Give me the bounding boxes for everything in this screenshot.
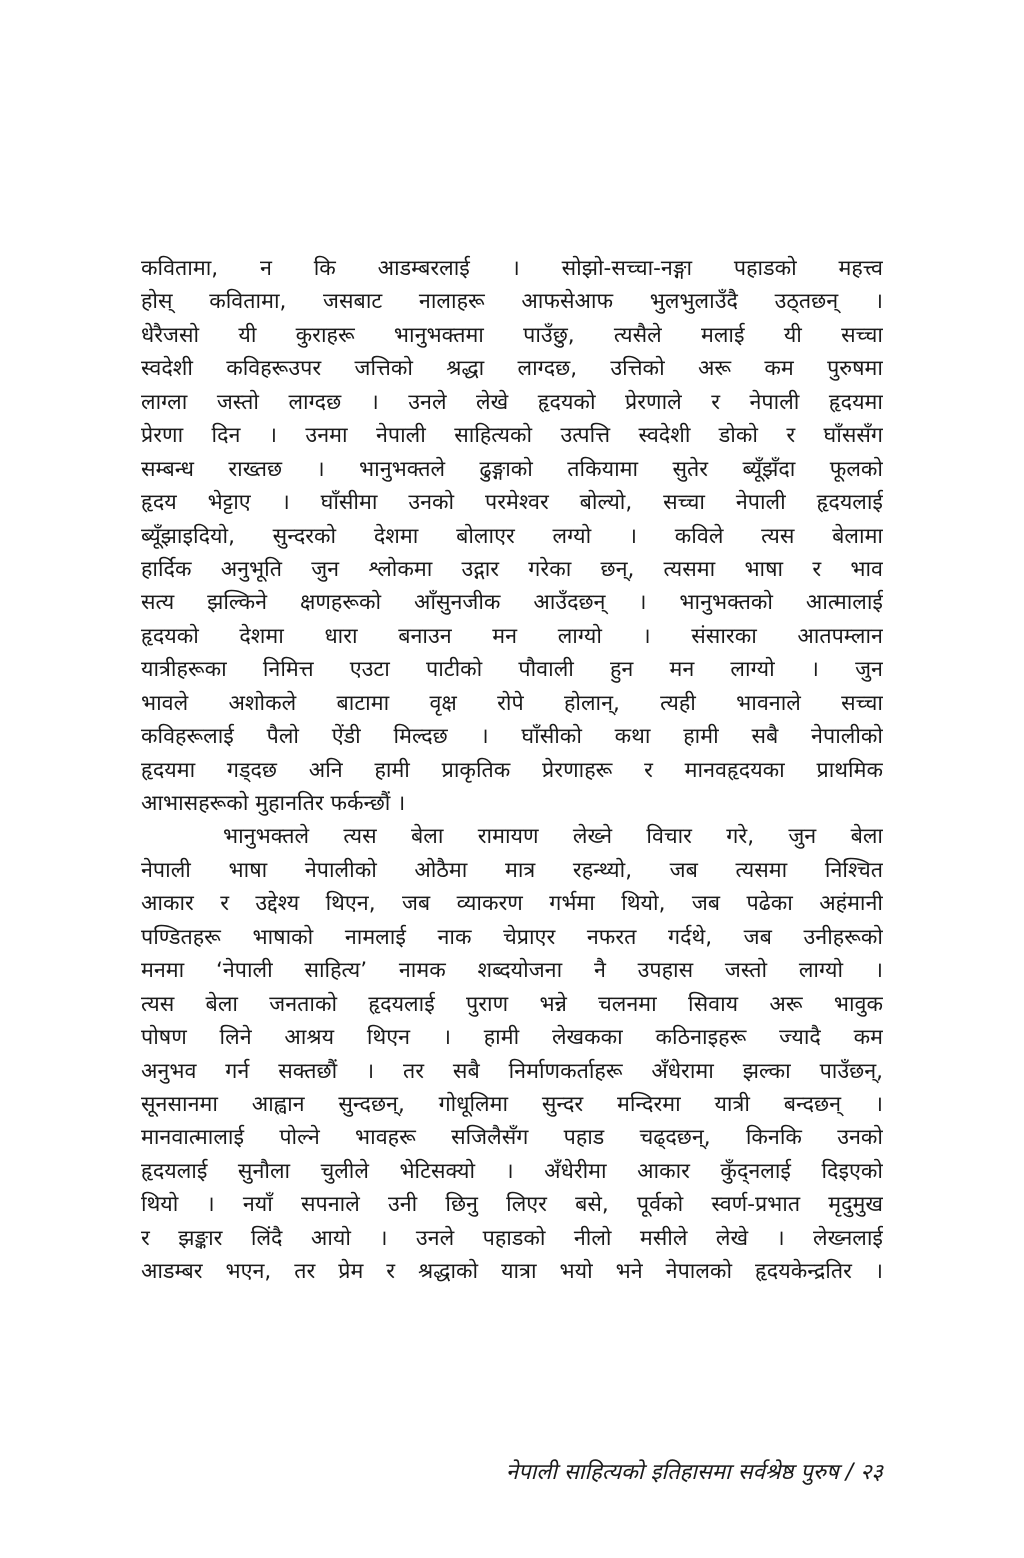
text-line: हृदयलाई सुनौला चुलीले भेटिसक्यो । अँधेरीमा आकार कुँद्नलाई दिइएको <box>141 1158 883 1184</box>
text-line: स्वदेशी कविहरूउपर जत्तिको श्रद्धा लाग्दछ, उत्तिको अरू कम पुरुषमा <box>141 356 883 382</box>
text-line: आकार र उद्देश्य थिएन, जब व्याकरण गर्भमा थियो, जब पढेका अहंमानी <box>141 891 883 917</box>
text-line: थियो । नयाँ सपनाले उनी छिनु लिएर बसे, पूर्वको स्वर्ण-प्रभात मृदुमुख <box>141 1192 883 1218</box>
text-line: सम्बन्ध राख्तछ । भानुभक्तले ढुङ्गाको तकियामा सुतेर ब्यूँझँदा फूलको <box>141 456 883 482</box>
page-footer: नेपाली साहित्यको इतिहासमा सर्वश्रेष्ठ पुरुष / २३ <box>505 1460 883 1485</box>
text-line: पोषण लिने आश्रय थिएन । हामी लेखकका कठिनाइहरू ज्यादै कम <box>141 1025 883 1051</box>
text-line: कवितामा, न कि आडम्बरलाई । सोझो-सच्चा-नङ्गा पहाडको महत्त्व <box>141 256 883 281</box>
text-line: प्रेरणा दिन । उनमा नेपाली साहित्यको उत्पत्ति स्वदेशी डोको र घाँससँग <box>141 423 883 449</box>
text-line: हृदय भेट्टाए । घाँसीमा उनको परमेश्वर बोल्यो, सच्चा नेपाली हृदयलाई <box>141 490 883 516</box>
text-line: आडम्बर भएन, तर प्रेम र श्रद्धाको यात्रा भयो भने नेपालको हृदयकेन्द्रतिर । <box>141 1259 883 1285</box>
text-line: आभासहरूको मुहानतिर फर्कन्छौं । <box>141 791 406 816</box>
text-line: ब्यूँझाइदियो, सुन्दरको देशमा बोलाएर लग्यो । कविले त्यस बेलामा <box>141 523 883 549</box>
text-line: लाग्ला जस्तो लाग्दछ । उनले लेखे हृदयको प्रेरणाले र नेपाली हृदयमा <box>141 389 883 415</box>
text-line: हार्दिक अनुभूति जुन श्लोकमा उद्गार गरेका छन्, त्यसमा भाषा र भाव <box>141 556 883 582</box>
text-line: हृदयमा गड्दछ अनि हामी प्राकृतिक प्रेरणाहरू र मानवहृदयका प्राथमिक <box>141 757 883 783</box>
text-line: सूनसानमा आह्वान सुन्दछन्, गोधूलिमा सुन्दर मन्दिरमा यात्री बन्दछन् । <box>141 1091 883 1117</box>
text-line: कविहरूलाई पैलो ऐंडी मिल्दछ । घाँसीको कथा हामी सबै नेपालीको <box>141 724 883 750</box>
text-line: अनुभव गर्न सक्तछौं । तर सबै निर्माणकर्ताहरू अँधेरामा झल्का पाउँछन्, <box>141 1058 883 1084</box>
text-line: पण्डितहरू भाषाको नामलाई नाक चेप्राएर नफरत गर्दथे, जब उनीहरूको <box>141 924 883 950</box>
text-line: होस् कवितामा, जसबाट नालाहरू आफसेआफ भुलभुलाउँदै उठ्तछन् । <box>141 289 883 315</box>
text-line: यात्रीहरूका निमित्त एउटा पाटीको पौवाली हुन मन लाग्यो । जुन <box>141 657 883 683</box>
text-line: भानुभक्तले त्यस बेला रामायण लेख्ने विचार गरे, जुन बेला <box>223 824 883 850</box>
paragraph-1 <box>141 252 883 820</box>
text-line: मानवात्मालाई पोल्ने भावहरू सजिलैसँग पहाड चढ्दछन्, किनकि उनको <box>141 1125 883 1151</box>
text-line: सत्य झल्किने क्षणहरूको आँसुनजीक आउँदछन् । भानुभक्तको आत्मालाई <box>141 590 883 616</box>
body-text <box>141 252 883 1289</box>
text-line: धेरैजसो यी कुराहरू भानुभक्तमा पाउँछु, त्यसैले मलाई यी सच्चा <box>141 322 883 348</box>
text-line: र झङ्कार लिंदै आयो । उनले पहाडको नीलो मसीले लेखे । लेख्नलाई <box>141 1225 883 1251</box>
text-line: हृदयको देशमा धारा बनाउन मन लाग्यो । संसारका आतपम्लान <box>141 623 883 649</box>
text-line: भावले अशोकले बाटामा वृक्ष रोपे होलान्, त्यही भावनाले सच्चा <box>141 690 883 716</box>
text-line: नेपाली भाषा नेपालीको ओठैमा मात्र रहन्थ्यो, जब त्यसमा निश्चित <box>141 857 883 883</box>
text-line: त्यस बेला जनताको हृदयलाई पुराण भन्ने चलनमा सिवाय अरू भावुक <box>141 991 883 1017</box>
paragraph-2 <box>141 820 883 1288</box>
text-line: मनमा ‘नेपाली साहित्य’ नामक शब्दयोजना नै उपहास जस्तो लाग्यो । <box>141 958 883 984</box>
